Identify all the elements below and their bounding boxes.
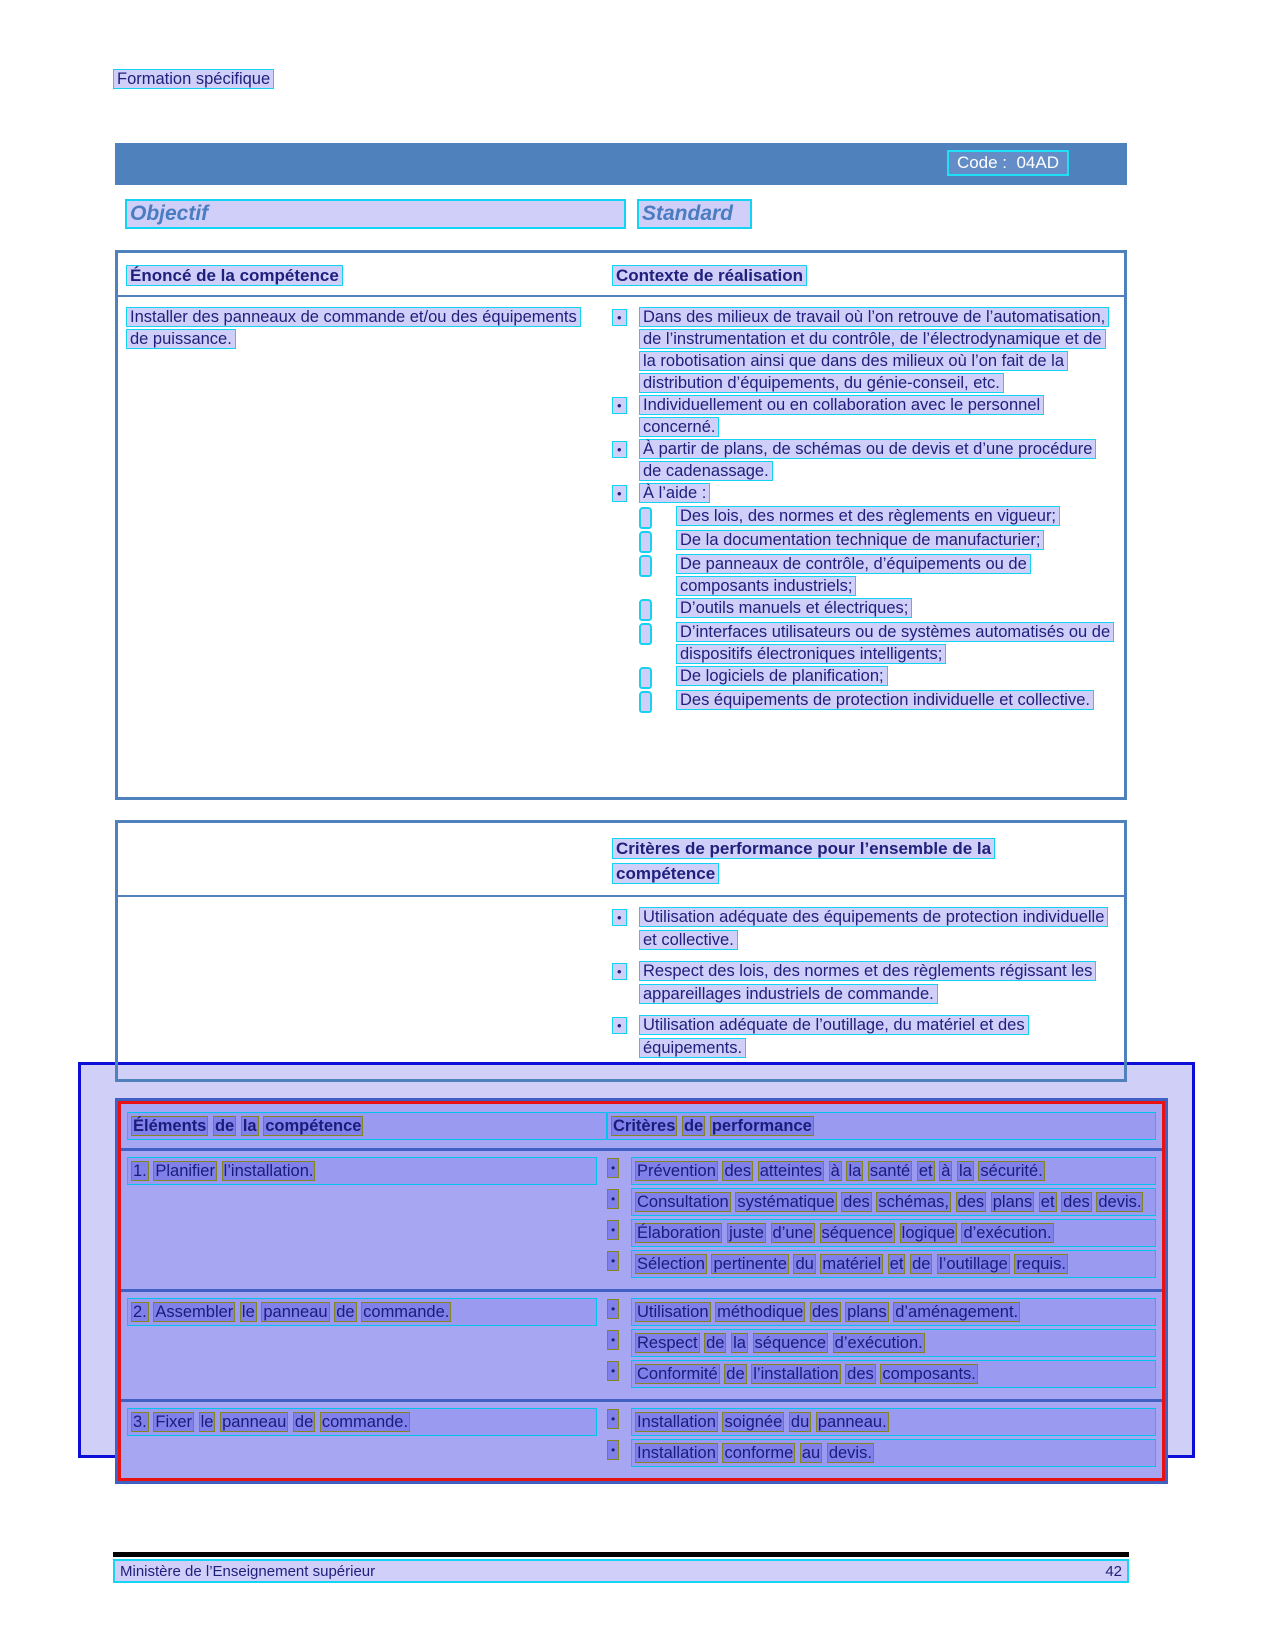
context-sub-item-text	[676, 553, 1116, 597]
selected-line	[127, 1157, 597, 1185]
criterion-line	[607, 1360, 1156, 1388]
word-chip: l’outillage	[939, 1255, 1008, 1273]
elements-table	[115, 1098, 1168, 1484]
context-sub-item-text	[676, 505, 1060, 527]
word-chip: compétence	[265, 1117, 362, 1135]
selected-line	[631, 1360, 1156, 1388]
word-chip: devis.	[828, 1444, 872, 1462]
word-chip: des	[847, 1365, 874, 1383]
bullet-icon: •	[607, 1220, 619, 1240]
selected-line	[127, 1298, 597, 1326]
selected-line	[631, 1219, 1156, 1247]
word-chip: Prévention	[637, 1162, 716, 1180]
context-item	[612, 438, 1116, 482]
criterion-text	[631, 1157, 1156, 1185]
word-chip: plans	[847, 1303, 887, 1321]
highlight-text: De panneaux de contrôle, d’équipements ou de composants industriels;	[676, 554, 1031, 596]
criterion-text	[631, 1329, 1156, 1357]
dash-bullet-icon	[639, 667, 652, 689]
global-criteria-header-text: Critères de performance pour l’ensemble de la compétence	[612, 838, 995, 884]
section-label	[113, 70, 274, 89]
highlight-text: De la documentation technique de manufacturier;	[676, 530, 1044, 550]
highlight-text: D’interfaces utilisateurs ou de systèmes automatisés ou de dispositifs électroniques intelligents;	[676, 622, 1114, 664]
word-chip: le	[241, 1303, 255, 1321]
blue-header-bar	[115, 143, 1127, 185]
word-chip: des	[811, 1303, 839, 1321]
objectif-heading: Objectif	[125, 199, 626, 229]
word-chip: des	[1063, 1193, 1090, 1211]
bullet-icon: •	[607, 1189, 619, 1209]
competence-statement: Installer des panneaux de commande et/ou des équipements de puissance.	[126, 307, 581, 349]
word-chip: panneau.	[817, 1413, 887, 1431]
criteria-cell	[607, 1408, 1156, 1470]
global-criteria-header-row	[118, 823, 1124, 897]
word-chip: performance	[711, 1117, 812, 1135]
word-chip: 2.	[133, 1303, 147, 1321]
competence-table	[115, 250, 1127, 800]
context-item-text	[639, 306, 1115, 394]
context-list	[612, 306, 1116, 713]
global-criteria-header-empty	[126, 836, 612, 886]
word-chip: de	[294, 1413, 314, 1431]
criterion-text	[631, 1298, 1156, 1326]
dash-bullet-icon	[639, 691, 652, 713]
word-chip: Éléments	[133, 1117, 207, 1135]
competence-table-body	[118, 297, 1124, 719]
word-chip: santé	[869, 1162, 911, 1180]
word-chip: juste	[729, 1224, 764, 1242]
context-sub-item-text	[676, 665, 888, 687]
word-chip: la	[848, 1162, 862, 1180]
criteria-item	[612, 906, 1116, 952]
word-chip: devis.	[1098, 1193, 1142, 1211]
context-item-text	[639, 438, 1115, 482]
word-chip: sécurité.	[980, 1162, 1043, 1180]
selected-line	[631, 1408, 1156, 1436]
bullet-marker	[612, 482, 639, 505]
word-chip: Utilisation	[637, 1303, 709, 1321]
criterion-line	[607, 1329, 1156, 1357]
word-chip: de	[706, 1334, 725, 1352]
dash-bullet-icon	[639, 599, 652, 621]
global-criteria-table	[115, 820, 1127, 1082]
word-chip: 3.	[133, 1413, 147, 1431]
criterion-line	[607, 1408, 1156, 1436]
elements-header-left	[127, 1112, 607, 1140]
criteria-cell	[607, 1298, 1156, 1391]
word-chip: à	[830, 1162, 840, 1180]
context-item	[612, 306, 1116, 394]
word-chip: atteintes	[759, 1162, 823, 1180]
elements-table-rows	[121, 1151, 1162, 1478]
bullet-marker	[607, 1157, 631, 1177]
highlight-text: De logiciels de planification;	[676, 666, 888, 686]
highlight-text: Utilisation adéquate des équipements de protection individuelle et collective.	[639, 907, 1108, 950]
highlight-text: D’outils manuels et électriques;	[676, 598, 912, 618]
highlight-text: Utilisation adéquate de l’outillage, du matériel et des équipements.	[639, 1015, 1029, 1058]
selected-line	[631, 1439, 1156, 1467]
bullet-marker	[612, 906, 639, 929]
selected-line	[127, 1408, 597, 1436]
bullet-icon: •	[607, 1440, 619, 1460]
criteria-item-text	[639, 906, 1109, 952]
criteria-cell	[607, 1157, 1156, 1281]
footer	[113, 1559, 1129, 1583]
standard-heading: Standard	[637, 199, 752, 229]
selected-line	[631, 1157, 1156, 1185]
selected-line	[631, 1329, 1156, 1357]
criterion-text	[631, 1188, 1156, 1216]
element-cell	[127, 1157, 607, 1281]
footer-rule	[113, 1552, 1129, 1557]
element-cell	[127, 1298, 607, 1391]
competence-header-right-text: Contexte de réalisation	[612, 265, 807, 286]
word-chip: plans	[992, 1193, 1033, 1211]
bullet-marker	[612, 1014, 639, 1037]
word-chip: Consultation	[637, 1193, 729, 1211]
word-chip: panneau	[222, 1413, 287, 1431]
dash-bullet-icon	[639, 507, 652, 529]
bullet-marker	[607, 1298, 631, 1318]
global-criteria-header	[612, 836, 1050, 886]
word-chip: d’exécution.	[834, 1334, 923, 1352]
highlight-text: À partir de plans, de schémas ou de devis et d’une procédure de cadenassage.	[639, 439, 1096, 481]
criterion-line	[607, 1250, 1156, 1278]
word-chip: panneau	[263, 1303, 328, 1321]
word-chip: soignée	[724, 1413, 783, 1431]
word-chip: de	[214, 1117, 235, 1135]
word-chip: composants.	[882, 1365, 976, 1383]
selected-line	[607, 1112, 1156, 1140]
word-chip: Assembler	[155, 1303, 234, 1321]
word-chip: d’aménagement.	[895, 1303, 1019, 1321]
word-chip: du	[795, 1255, 814, 1273]
bullet-icon: •	[607, 1361, 619, 1381]
elements-table-row	[121, 1151, 1162, 1292]
word-chip: séquence	[821, 1224, 894, 1242]
context-sub-item-text	[676, 597, 912, 619]
word-chip: des	[957, 1193, 985, 1211]
bullet-marker	[607, 1329, 631, 1349]
dash-bullet-icon	[639, 555, 652, 577]
elements-table-row	[121, 1292, 1162, 1402]
word-chip: commande.	[321, 1413, 409, 1431]
element-cell	[127, 1408, 607, 1470]
word-chip: Critères	[613, 1117, 676, 1135]
bullet-marker	[607, 1408, 631, 1428]
selected-line	[127, 1112, 607, 1140]
word-chip: l’installation.	[223, 1162, 314, 1180]
bullet-marker	[607, 1360, 631, 1380]
word-chip: conforme	[724, 1444, 794, 1462]
criterion-text	[631, 1408, 1156, 1436]
word-chip: Planifier	[155, 1162, 215, 1180]
code-badge: Code : 04AD	[947, 150, 1069, 176]
context-sub-item-text	[676, 689, 1094, 711]
bullet-icon: •	[607, 1158, 619, 1178]
word-chip: Sélection	[637, 1255, 705, 1273]
highlight-text: •	[612, 441, 627, 458]
footer-page-number: 42	[1105, 1562, 1122, 1580]
competence-header-right	[612, 266, 1116, 286]
word-chip: de	[912, 1255, 931, 1273]
word-chip: le	[200, 1413, 214, 1431]
word-chip: commande.	[363, 1303, 450, 1321]
criterion-text	[631, 1250, 1156, 1278]
highlight-text: Des lois, des normes et des règlements en vigueur;	[676, 506, 1060, 526]
word-chip: l’installation	[753, 1365, 839, 1383]
word-chip: Fixer	[155, 1413, 193, 1431]
bullet-icon: •	[607, 1299, 619, 1319]
context-sub-item-text	[676, 621, 1116, 665]
criterion-text	[631, 1219, 1156, 1247]
competence-header-left	[126, 266, 612, 286]
bullet-icon: •	[607, 1409, 619, 1429]
word-chip: matériel	[822, 1255, 882, 1273]
word-chip: séquence	[754, 1334, 827, 1352]
word-chip: pertinente	[713, 1255, 787, 1273]
criterion-line	[607, 1219, 1156, 1247]
criteria-item-text	[639, 960, 1109, 1006]
word-chip: méthodique	[717, 1303, 804, 1321]
dash-bullet-icon	[639, 531, 652, 553]
word-chip: de	[336, 1303, 355, 1321]
context-sub-item	[639, 621, 1116, 665]
bullet-marker	[607, 1439, 631, 1459]
criterion-line	[607, 1439, 1156, 1467]
word-chip: la	[958, 1162, 972, 1180]
context-sub-item	[639, 665, 1116, 689]
context-item-text	[639, 482, 710, 504]
word-chip: Élaboration	[637, 1224, 721, 1242]
word-chip: Respect	[637, 1334, 698, 1352]
context-item	[612, 482, 1116, 505]
word-chip: la	[242, 1117, 257, 1135]
context-sub-item	[639, 597, 1116, 621]
dash-bullet-icon	[639, 623, 652, 645]
bullet-marker	[612, 394, 639, 417]
criterion-text	[631, 1360, 1156, 1388]
word-chip: logique	[901, 1224, 955, 1242]
word-chip: du	[790, 1413, 810, 1431]
bullet-marker	[612, 438, 639, 461]
section-label-text: Formation spécifique	[113, 69, 274, 89]
criterion-line	[607, 1298, 1156, 1326]
word-chip: et	[889, 1255, 904, 1273]
word-chip: Installation	[637, 1444, 716, 1462]
competence-table-header	[118, 253, 1124, 297]
highlight-text: Individuellement ou en collaboration avec le personnel concerné.	[639, 395, 1044, 437]
highlight-text: •	[612, 397, 627, 414]
word-chip: à	[941, 1162, 951, 1180]
selected-line	[631, 1250, 1156, 1278]
word-chip: de	[726, 1365, 745, 1383]
word-chip: d’une	[772, 1224, 813, 1242]
highlight-text: Dans des milieux de travail où l’on retrouve de l’automatisation, de l’instrumentation et du contrôle, de l’électrodynamique et de la robotisation ainsi que dans des milieux où l’on fait de la distribution d’équipements, du génie-conseil, etc.	[639, 307, 1109, 393]
highlight-text: Respect des lois, des normes et des règlements régissant les appareillages industriels de commande.	[639, 961, 1096, 1004]
elements-table-red-frame	[118, 1101, 1165, 1481]
word-chip: Conformité	[637, 1365, 718, 1383]
criterion-text	[631, 1439, 1156, 1467]
bullet-marker	[612, 960, 639, 983]
context-item	[612, 394, 1116, 438]
context-sub-item-text	[676, 529, 1044, 551]
bullet-marker	[612, 306, 639, 329]
bullet-marker	[607, 1219, 631, 1239]
highlight-text: •	[612, 1017, 627, 1034]
word-chip: des	[724, 1162, 752, 1180]
selected-line	[631, 1298, 1156, 1326]
criteria-item	[612, 960, 1116, 1006]
competence-statement-cell	[126, 306, 594, 713]
global-criteria-body-empty	[126, 906, 612, 1068]
elements-header-right	[607, 1112, 1156, 1140]
highlight-text: •	[612, 485, 627, 502]
word-chip: au	[801, 1444, 821, 1462]
word-chip: Installation	[637, 1413, 716, 1431]
context-sub-item	[639, 505, 1116, 529]
footer-ministry: Ministère de l’Enseignement supérieur	[120, 1562, 376, 1580]
context-sub-item	[639, 529, 1116, 553]
criterion-line	[607, 1157, 1156, 1185]
word-chip: schémas,	[878, 1193, 949, 1211]
competence-header-left-text: Énoncé de la compétence	[126, 265, 343, 286]
global-criteria-list	[612, 906, 1116, 1068]
word-chip: et	[918, 1162, 933, 1180]
bullet-marker	[607, 1188, 631, 1208]
highlight-text: •	[612, 963, 627, 980]
word-chip: 1.	[133, 1162, 147, 1180]
highlight-text: Des équipements de protection individuelle et collective.	[676, 690, 1094, 710]
word-chip: la	[733, 1334, 746, 1352]
bullet-marker	[607, 1250, 631, 1270]
criteria-item	[612, 1014, 1116, 1060]
bullet-icon: •	[607, 1251, 619, 1271]
context-item-text	[639, 394, 1115, 438]
selected-line	[631, 1188, 1156, 1216]
highlight-text: •	[612, 309, 627, 326]
word-chip: d’exécution.	[963, 1224, 1052, 1242]
global-criteria-body	[118, 897, 1124, 1074]
bullet-icon: •	[607, 1330, 619, 1350]
word-chip: systématique	[737, 1193, 835, 1211]
elements-table-header	[121, 1104, 1162, 1151]
word-chip: de	[683, 1117, 704, 1135]
elements-table-row	[121, 1402, 1162, 1478]
context-sub-item	[639, 689, 1116, 713]
highlight-text: •	[612, 909, 627, 926]
word-chip: des	[843, 1193, 870, 1211]
criterion-line	[607, 1188, 1156, 1216]
criteria-item-text	[639, 1014, 1109, 1060]
word-chip: et	[1040, 1193, 1055, 1211]
word-chip: requis.	[1016, 1255, 1066, 1273]
context-sub-item	[639, 553, 1116, 597]
highlight-text: À l’aide :	[639, 483, 710, 503]
